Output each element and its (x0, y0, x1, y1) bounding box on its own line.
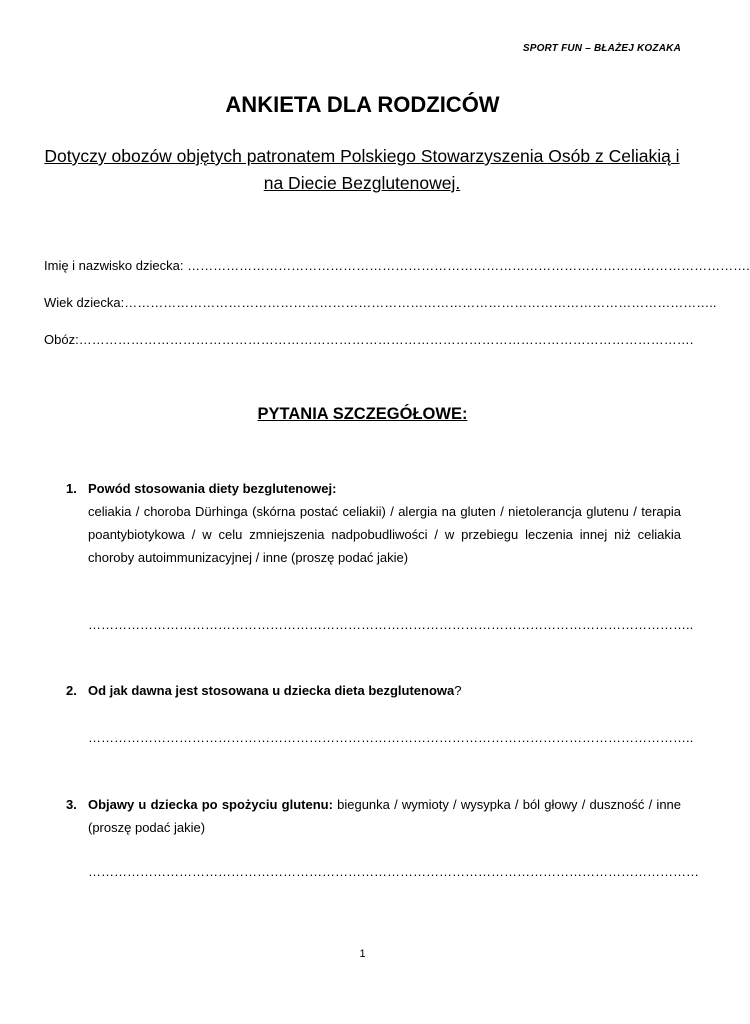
question-3-options: biegunka / wymioty / wysypka / ból głowy / duszność / inne (proszę podać jakie) (88, 797, 682, 835)
question-3-answer-line: …………………………………………………………………………………………………………………………… (88, 864, 699, 879)
question-1-options: celiakia / choroba Dürhinga (skórna postać celiakii) / alergia na gluten / nietolerancja glutenu / terapia poantybiotykowa / w celu zmniejszenia nadpobudliwości / w przebiegu leczenia innej niż celiakia choroby autoimmunizacyjnej / inne (proszę podać jakie) (88, 504, 681, 565)
field-child-age (44, 295, 717, 310)
field-camp-dots: ……………………………………………………………………………………………………………………………. (78, 332, 694, 347)
field-child-name (44, 258, 750, 273)
page-number: 1 (359, 948, 366, 960)
question-2-title: Od jak dawna jest stosowana u dziecka dieta bezglutenowa (88, 683, 455, 698)
field-child-name-label: Imię i nazwisko dziecka: (44, 258, 188, 273)
field-camp-label: Obóz: (44, 332, 79, 347)
question-3-number: 3. (66, 797, 77, 812)
question-3-title: Objawy u dziecka po spożyciu glutenu: (88, 797, 333, 812)
field-camp (44, 332, 694, 347)
question-1-answer-line: ………………………………………………………………………………………………………………………….. (88, 617, 694, 632)
field-child-age-dots: ……………………………………………………………………………………………………………………….. (124, 295, 717, 310)
question-2-text: ? (454, 683, 462, 698)
section-title: PYTANIA SZCZEGÓŁOWE: (257, 405, 468, 423)
question-2 (88, 679, 681, 702)
question-1-number: 1. (66, 481, 77, 496)
document-title: ANKIETA DLA RODZICÓW (225, 92, 500, 117)
document-subtitle: Dotyczy obozów objętych patronatem Polskiego Stowarzyszenia Osób z Celiakią i na Diecie Bezglutenowej. (44, 146, 680, 193)
question-1-title: Powód stosowania diety bezglutenowej: (88, 481, 337, 496)
field-child-age-label: Wiek dziecka: (44, 295, 125, 310)
document-header: SPORT FUN – BŁAŻEJ KOZAKA (522, 43, 681, 54)
question-3 (88, 793, 681, 839)
field-child-name-dots: …………………………………………………………………………………………………………………. (187, 258, 750, 273)
question-1 (88, 477, 681, 569)
question-2-answer-line: ………………………………………………………………………………………………………………………….. (88, 730, 694, 745)
question-2-number: 2. (66, 683, 77, 698)
